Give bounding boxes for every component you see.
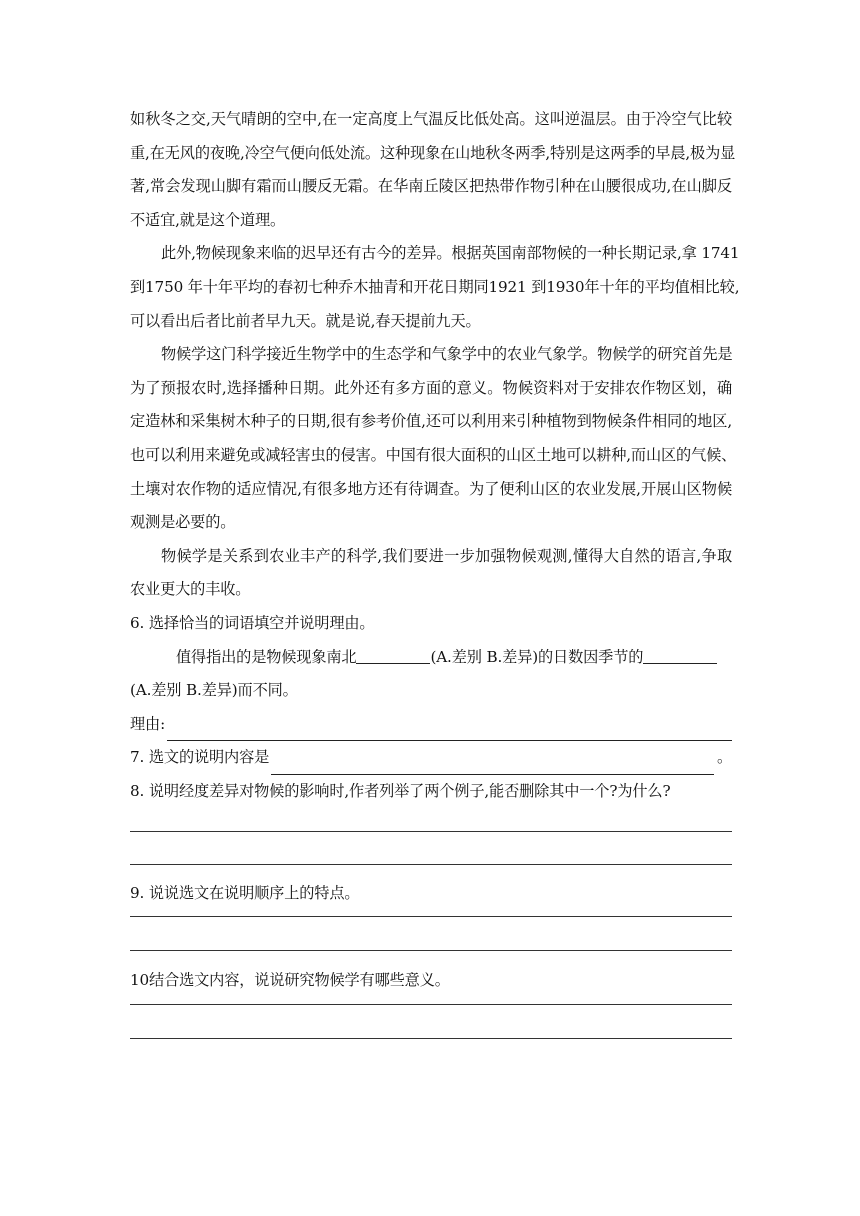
answer-blank-1[interactable] <box>356 648 430 664</box>
question-8-answer-line-2[interactable] <box>130 864 732 865</box>
question-6-text-c: (A.差别 B.差异)而不同。 <box>130 681 298 700</box>
passage-line: 也可以利用来避免或减轻害虫的侵害。中国有很大面积的山区土地可以耕种,而山区的气候、 <box>130 445 737 464</box>
passage-line: 农业更大的丰收。 <box>130 580 251 599</box>
answer-blank-2[interactable] <box>643 648 717 664</box>
question-6-sentence <box>130 641 732 675</box>
passage-line: 观测是必要的。 <box>130 513 236 532</box>
passage-line: 土壤对农作物的适应情况,有很多地方还有待调查。为了便利山区的农业发展,开展山区物候 <box>130 479 732 498</box>
question-8-answer-line-1[interactable] <box>130 831 732 832</box>
question-7-prefix: 7. 选文的说明内容是 <box>130 748 270 767</box>
passage-line: 为了预报农时,选择播种日期。此外还有多方面的意义。物候资料对于安排农作物区划，确 <box>130 378 732 397</box>
passage-line: 不适宜,就是这个道理。 <box>130 210 286 229</box>
question-7-answer-line[interactable] <box>271 754 714 775</box>
question-9-title: 9. 说说选文在说明顺序上的特点。 <box>130 884 360 903</box>
passage-line: 定造林和采集树木种子的日期,很有参考价值,还可以利用来引种植物到物候条件相同的地区, <box>130 412 732 431</box>
passage-line: 著,常会发现山脚有霜而山腰反无霜。在华南丘陵区把热带作物引种在山腰很成功,在山脚反 <box>130 177 732 196</box>
question-7-row <box>130 741 732 775</box>
question-6-reason-row <box>130 708 732 742</box>
question-8-title: 8. 说明经度差异对物候的影响时,作者列举了两个例子,能否删除其中一个?为什么? <box>130 781 671 800</box>
question-6-text-a: 值得指出的是物候现象南北 <box>176 647 357 666</box>
passage-line: 物候学是关系到农业丰产的科学,我们要进一步加强物候观测,懂得大自然的语言,争取 <box>161 546 732 565</box>
reason-answer-line[interactable] <box>167 720 732 741</box>
question-10-answer-line-2[interactable] <box>130 1038 732 1039</box>
question-6-title: 6. 选择恰当的词语填空并说明理由。 <box>130 613 375 632</box>
passage-line: 可以看出后者比前者早九天。就是说,春天提前九天。 <box>130 311 481 330</box>
passage-line: 重,在无风的夜晚,冷空气便向低处流。这种现象在山地秋冬两季,特别是这两季的早晨,极为显 <box>130 143 736 162</box>
question-10-title: 10结合选文内容，说说研究物候学有哪些意义。 <box>130 971 450 990</box>
question-9-answer-line-1[interactable] <box>130 916 732 917</box>
question-9-answer-line-2[interactable] <box>130 950 732 951</box>
question-6-text-b: (A.差别 B.差异)的日数因季节的 <box>430 647 644 666</box>
passage-line: 如秋冬之交,天气晴朗的空中,在一定高度上气温反比低处高。这叫逆温层。由于冷空气比较 <box>130 110 732 128</box>
worksheet-page <box>130 103 740 1039</box>
question-6-reason-label: 理由: <box>130 714 166 733</box>
question-7-suffix: 。 <box>716 748 732 767</box>
passage-line: 此外,物候现象来临的迟早还有古今的差异。根据英国南部物候的一种长期记录,拿 1741 <box>161 244 740 263</box>
question-10-answer-line-1[interactable] <box>130 1004 732 1005</box>
passage-line: 物候学这门科学接近生物学中的生态学和气象学中的农业气象学。物候学的研究首先是 <box>161 345 733 364</box>
passage-line: 到1750 年十年平均的春初七种乔木抽青和开花日期同1921 到1930年十年的平均值相比较, <box>130 277 740 296</box>
